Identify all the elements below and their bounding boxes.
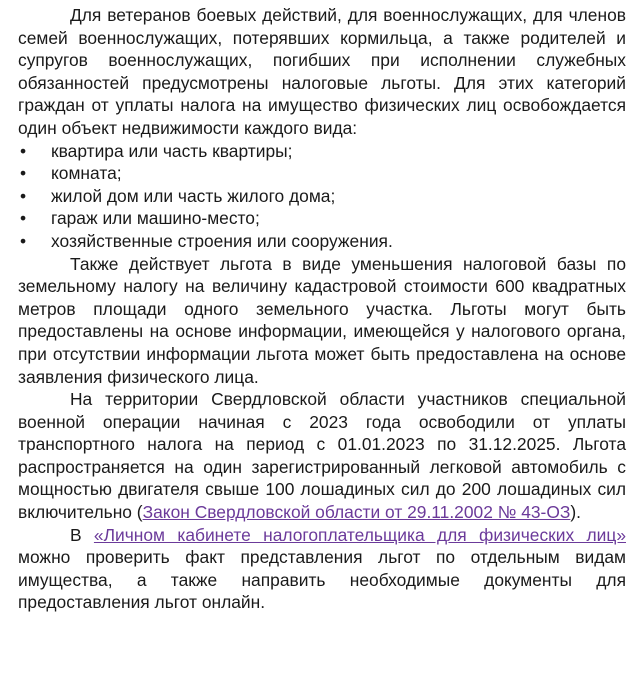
transport-tax-text: На территории Свердловской области участников специальной военной операции начиная с 2023 года освободили от уплаты транспортного налога на период с 01.01.2023 по 31.12.2025. Льгота распространяется на один зарегистрированный легковой автомобиль с мощностью двигателя свыше 100 лошадиных сил до 200 лошадиных сил включительно ( <box>18 389 626 523</box>
paragraph-personal-account <box>18 524 626 614</box>
list-item: • квартира или часть квартиры; <box>18 140 626 163</box>
taxpayer-personal-account-link[interactable]: «Личном кабинете налогоплательщика для физических лиц» <box>93 524 626 545</box>
sverdlovsk-law-link[interactable]: Закон Свердловской области от 29.11.2002 № 43-ОЗ <box>142 502 571 523</box>
list-item: • комната; <box>18 162 626 185</box>
document-body <box>18 4 626 614</box>
paragraph-land-tax: Также действует льгота в виде уменьшения налоговой базы по земельному налогу на величину кадастровой стоимости 600 квадратных метров площади одного земельного участка. Льготы могут быть предоставлены на основе информации, имеющейся у налогового органа, при отсутствии информации льгота может быть предоставлена на основе заявления физического лица. <box>18 253 626 387</box>
list-item: • гараж или машино-место; <box>18 207 626 230</box>
list-item: • жилой дом или часть жилого дома; <box>18 185 626 208</box>
paragraph-veterans-benefits: Для ветеранов боевых действий, для военнослужащих, для членов семей военнослужащих, потерявших кормильца, а также родителей и супругов военнослужащих, погибших при исполнении служебных обязанностей предусмотрены налоговые льготы. Для этих категорий граждан от уплаты налога на имущество физических лиц освобождается один объект недвижимости каждого вида: <box>18 5 626 138</box>
personal-account-prefix: В <box>70 524 94 545</box>
personal-account-text: можно проверить факт представления льгот по отдельным видам имущества, а также направить необходимые документы для предоставления льгот онлайн. <box>18 547 626 613</box>
transport-tax-closing: ). <box>570 502 581 523</box>
property-types-list <box>18 140 626 253</box>
paragraph-transport-tax <box>18 388 626 524</box>
list-item: • хозяйственные строения или сооружения. <box>18 230 626 253</box>
